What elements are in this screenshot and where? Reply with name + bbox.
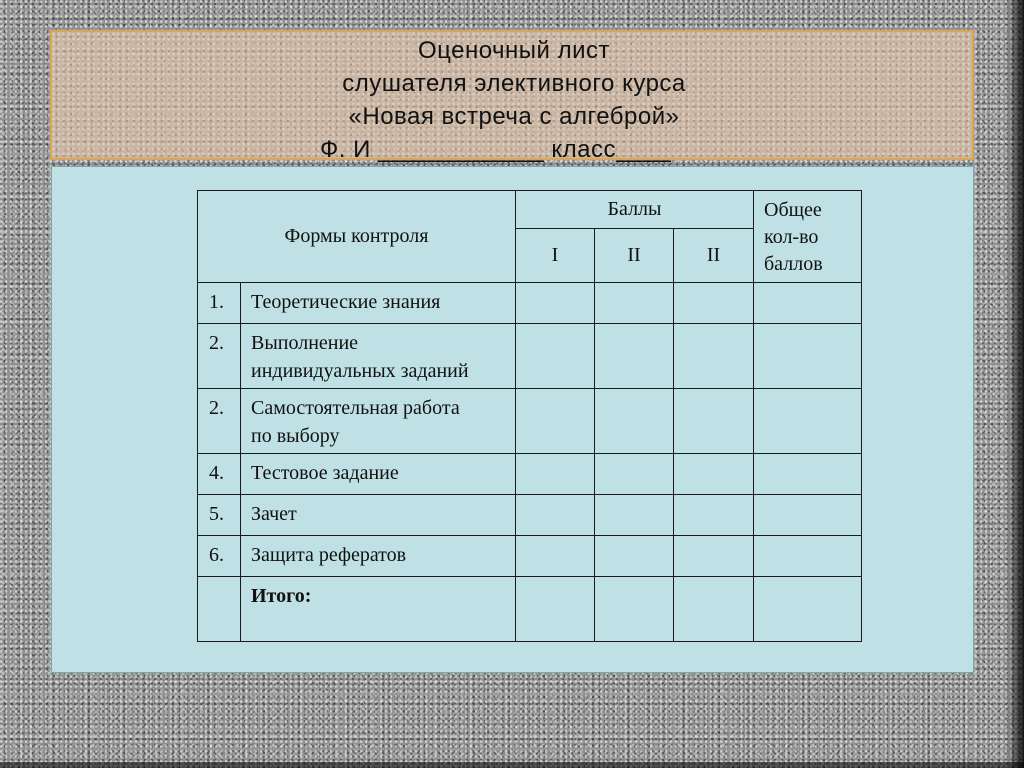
table-row [198, 495, 862, 536]
header-col-2: II [595, 229, 674, 283]
table-row [198, 283, 862, 324]
table-row [198, 389, 862, 454]
score-cell [516, 536, 595, 577]
total-cell [754, 283, 862, 324]
score-cell [516, 454, 595, 495]
control-form-name-line-2: индивидуальных заданий [251, 360, 469, 382]
header-col-3: II [674, 229, 754, 283]
score-cell [595, 283, 674, 324]
control-form-name: Теоретические знания [241, 283, 516, 324]
row-number: 2. [198, 389, 241, 454]
title-line-3: «Новая встреча с алгеброй» [348, 103, 680, 130]
table-row [198, 454, 862, 495]
score-cell [516, 495, 595, 536]
header-forms: Формы контроля [198, 191, 516, 283]
document-title [52, 34, 976, 133]
score-cell [674, 454, 754, 495]
header-total-line-2: кол-во [764, 226, 819, 248]
frame-right-shadow [1006, 0, 1024, 768]
grade-table [197, 190, 862, 642]
control-form-name [241, 324, 516, 389]
title-box [50, 30, 974, 163]
total-cell [754, 454, 862, 495]
score-cell [674, 283, 754, 324]
control-form-name [241, 389, 516, 454]
frame-bottom-shadow [0, 762, 1024, 768]
header-col-1: I [516, 229, 595, 283]
header-total-line-1: Общее [764, 199, 822, 221]
score-cell [674, 324, 754, 389]
score-cell [516, 283, 595, 324]
control-form-name: Зачет [241, 495, 516, 536]
score-cell [595, 577, 674, 642]
total-cell [754, 324, 862, 389]
summary-label: Итого: [241, 577, 516, 642]
control-form-name-line-2: по выбору [251, 425, 340, 447]
summary-row [198, 577, 862, 642]
row-number: 1. [198, 283, 241, 324]
control-form-name: Тестовое задание [241, 454, 516, 495]
row-number: 4. [198, 454, 241, 495]
table-row [198, 324, 862, 389]
score-cell [595, 495, 674, 536]
total-cell [754, 495, 862, 536]
row-number [198, 577, 241, 642]
score-cell [595, 536, 674, 577]
title-line-1: Оценочный лист [417, 37, 611, 64]
score-cell [516, 577, 595, 642]
header-total [754, 191, 862, 283]
control-form-name-line-1: Самостоятельная работа [251, 397, 460, 419]
score-cell [516, 389, 595, 454]
score-cell [674, 577, 754, 642]
total-cell [754, 577, 862, 642]
control-form-name: Защита рефератов [241, 536, 516, 577]
score-cell [595, 324, 674, 389]
score-cell [674, 536, 754, 577]
score-cell [516, 324, 595, 389]
row-number: 2. [198, 324, 241, 389]
score-cell [595, 454, 674, 495]
total-cell [754, 536, 862, 577]
row-number: 6. [198, 536, 241, 577]
header-points: Баллы [516, 191, 754, 229]
score-cell [674, 495, 754, 536]
score-cell [674, 389, 754, 454]
row-number: 5. [198, 495, 241, 536]
control-form-name-line-1: Выполнение [251, 332, 359, 354]
name-class-line: Ф. И ____________ класс____ [320, 136, 672, 163]
score-cell [595, 389, 674, 454]
total-cell [754, 389, 862, 454]
table-row [198, 536, 862, 577]
title-line-2: слушателя элективного курса [342, 70, 686, 97]
header-total-line-3: баллов [764, 253, 823, 275]
